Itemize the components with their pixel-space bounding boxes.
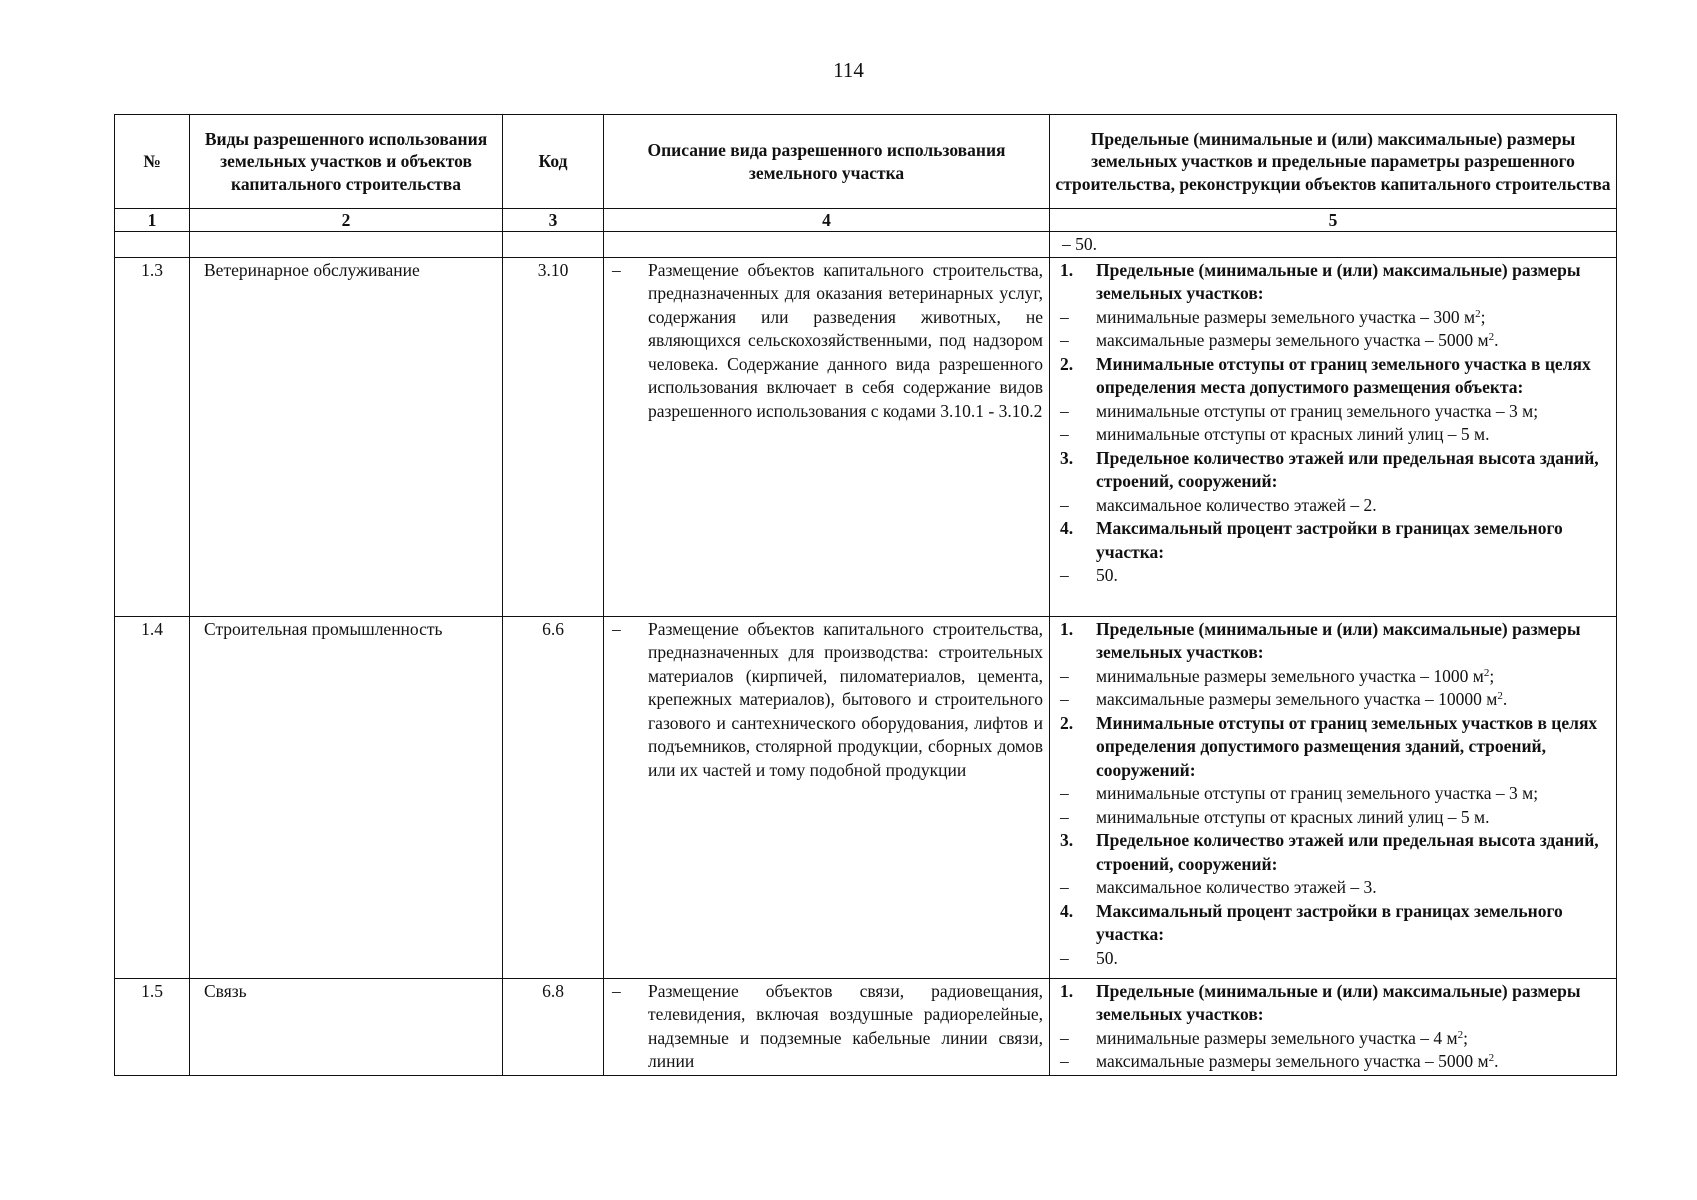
column-number-row [115, 209, 1617, 232]
page-number: 114 [833, 58, 864, 82]
param-item: – 50. [1060, 565, 1118, 585]
land-use-table [114, 114, 1617, 1076]
table-row [115, 616, 1617, 978]
empty-cell [190, 232, 503, 258]
use-type: Ветеринарное обслуживание [190, 257, 503, 616]
use-description: – Размещение объектов капитального строительства, предназначенных для оказания ветеринарных услуг, содержания или разведения животных, не являющихся сельскохозяйственными, под надзором человека. Содержание данного вида разрешенного использования включает в себя содержание видов разрешенного использования с кодами 3.10.1 - 3.10.2 [604, 257, 1050, 616]
param-heading: 1. Предельные (минимальные и (или) максимальные) размеры земельных участков: [1060, 980, 1581, 1024]
param-item: – минимальные отступы от красных линий улиц – 5 м. [1060, 806, 1490, 827]
param-item: – максимальные размеры земельного участка – 10000 $м^2$. [1060, 689, 1508, 709]
param-heading: 2. Минимальные отступы от границ земельных участков в целях определения допустимого размещения зданий, строений, сооружений: [1060, 712, 1598, 780]
column-number: 5 [1050, 209, 1617, 232]
use-parameters [1050, 978, 1617, 1075]
param-item: – минимальные отступы от границ земельного участка – 3 м; [1060, 783, 1539, 803]
param-item: – максимальные размеры земельного участка – 5000 $м^2$. [1060, 1051, 1499, 1071]
row-number: 1.3 [115, 257, 190, 616]
use-code: 3.10 [503, 257, 604, 616]
param-heading: 4. Максимальный процент застройки в границах земельного участка: [1060, 518, 1563, 562]
use-parameters [1050, 257, 1617, 616]
table-row [115, 978, 1617, 1075]
empty-cell [115, 232, 190, 258]
continuation-text: – 50. [1050, 232, 1617, 258]
param-heading: 2. Минимальные отступы от границ земельного участка в целях определения места допустимого размещения объекта: [1060, 353, 1591, 397]
param-item: – минимальные размеры земельного участка – 4 $м^2$; [1060, 1027, 1468, 1048]
param-item: – 50. [1060, 947, 1118, 968]
use-code: 6.6 [503, 616, 604, 978]
header-num: № [115, 115, 190, 209]
param-item: – минимальные отступы от красных линий улиц – 5 м. [1060, 424, 1490, 444]
header-code: Код [503, 115, 604, 209]
param-heading: 1. Предельные (минимальные и (или) максимальные) размеры земельных участков: [1060, 618, 1581, 662]
param-item: – минимальные отступы от границ земельного участка – 3 м; [1060, 400, 1539, 421]
continuation-row [115, 232, 1617, 258]
header-use-type: Виды разрешенного использования земельных участков и объектов капитального строительства [190, 115, 503, 209]
use-type: Строительная промышленность [190, 616, 503, 978]
header-parameters: Предельные (минимальные и (или) максимальные) размеры земельных участков и предельные параметры разрешенного строительства, реконструкции объектов капитального строительства [1050, 115, 1617, 209]
empty-cell [604, 232, 1050, 258]
empty-cell [503, 232, 604, 258]
param-heading: 4. Максимальный процент застройки в границах земельного участка: [1060, 900, 1563, 944]
column-number: 4 [604, 209, 1050, 232]
param-heading: 1. Предельные (минимальные и (или) максимальные) размеры земельных участков: [1060, 259, 1581, 303]
column-number: 2 [190, 209, 503, 232]
table-row [115, 257, 1617, 616]
use-description: – Размещение объектов связи, радиовещания, телевидения, включая воздушные радиорелейные, надземные и подземные кабельные линии связи, линии [604, 978, 1050, 1075]
header-row [115, 115, 1617, 209]
use-parameters [1050, 616, 1617, 978]
param-item: – максимальное количество этажей – 3. [1060, 877, 1377, 897]
param-item: – минимальные размеры земельного участка – 300 $м^2$; [1060, 306, 1486, 327]
column-number: 1 [115, 209, 190, 232]
use-description: – Размещение объектов капитального строительства, предназначенных для производства: строительных материалов (кирпичей, пиломатериалов, цемента, крепежных материалов), бытового и строительного газового и сантехнического оборудования, лифтов и подъемников, столярной продукции, сборных домов или их частей и тому подобной продукции [604, 616, 1050, 978]
column-number: 3 [503, 209, 604, 232]
param-heading: 3. Предельное количество этажей или предельная высота зданий, строений, сооружений: [1060, 830, 1599, 874]
param-item: – минимальные размеры земельного участка – 1000 $м^2$; [1060, 665, 1495, 686]
row-number: 1.5 [115, 978, 190, 1075]
header-description: Описание вида разрешенного использования земельного участка [604, 115, 1050, 209]
param-item: – максимальные размеры земельного участка – 5000 $м^2$. [1060, 330, 1499, 350]
use-code: 6.8 [503, 978, 604, 1075]
param-heading: 3. Предельное количество этажей или предельная высота зданий, строений, сооружений: [1060, 447, 1599, 491]
param-item: – максимальное количество этажей – 2. [1060, 494, 1377, 515]
row-number: 1.4 [115, 616, 190, 978]
use-type: Связь [190, 978, 503, 1075]
